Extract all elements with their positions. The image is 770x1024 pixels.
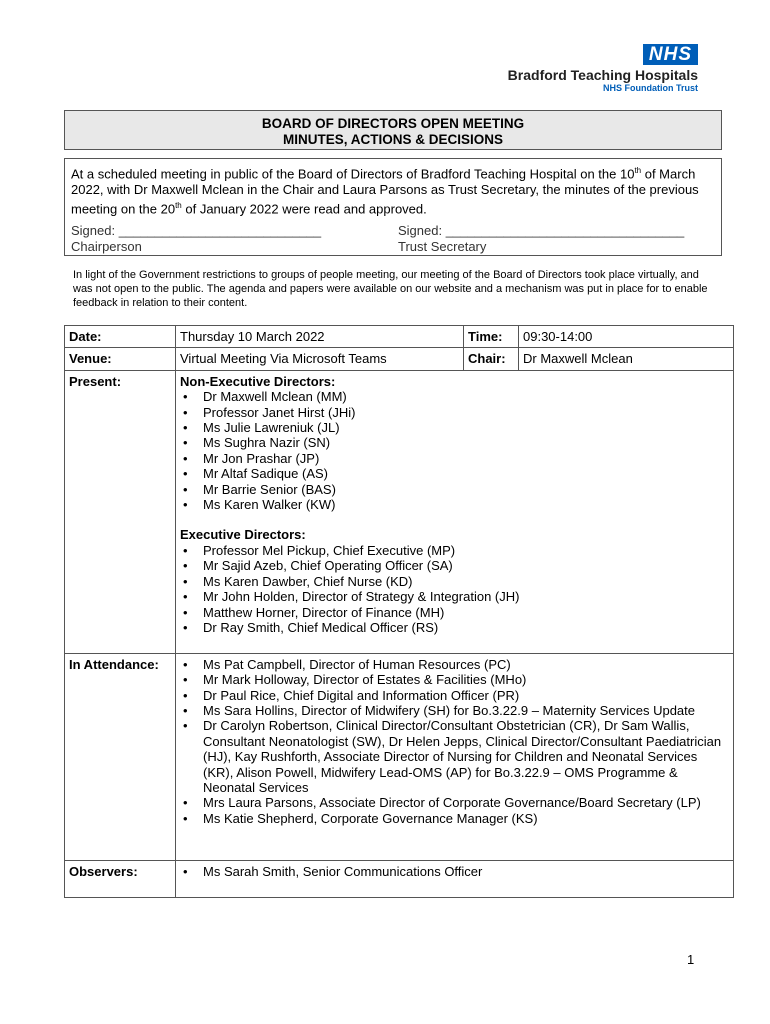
present-label: Present:: [65, 370, 176, 653]
list-item: • Ms Pat Campbell, Director of Human Resources (PC): [203, 657, 729, 672]
ned-heading: Non-Executive Directors:: [180, 373, 336, 389]
attendance-label: In Attendance:: [65, 653, 176, 860]
meeting-details-table: [64, 325, 734, 898]
observers-label: Observers:: [65, 860, 176, 897]
nhs-badge: NHS: [643, 44, 698, 65]
list-item: • Dr Maxwell Mclean (MM): [203, 389, 729, 404]
list-item: • Mr Altaf Sadique (AS): [203, 466, 729, 481]
list-item: • Mr Barrie Senior (BAS): [203, 482, 729, 497]
page-number: 1: [687, 952, 695, 967]
list-item: • Ms Sarah Smith, Senior Communications Officer: [203, 864, 729, 879]
list-item: • Mrs Laura Parsons, Associate Director of Corporate Governance/Board Secretary (LP): [203, 795, 729, 810]
list-item: • Ms Julie Lawreniuk (JL): [203, 420, 729, 435]
list-item: • Ms Sughra Nazir (SN): [203, 435, 729, 450]
list-item: • Professor Mel Pickup, Chief Executive (MP): [203, 543, 729, 558]
observers-row: [65, 860, 734, 897]
list-item: • Mr Mark Holloway, Director of Estates & Facilities (MHo): [203, 672, 729, 687]
observers-list-cell: [176, 860, 734, 897]
time-label: Time:: [464, 326, 519, 348]
list-item: • Dr Paul Rice, Chief Digital and Information Officer (PR): [203, 688, 729, 703]
chair-label: Chair:: [464, 348, 519, 370]
chair-signature: [71, 223, 321, 255]
list-item: • Ms Sara Hollins, Director of Midwifery (SH) for Bo.3.22.9 – Maternity Services Update: [203, 703, 729, 718]
approval-text-part-2: of March 2022, with Dr Maxwell Mclean in the Chair and Laura Parsons as Trust Secretary, the minutes of the previous meeting on the 20: [71, 166, 699, 217]
logo-trust-name: NHS Foundation Trust: [603, 83, 698, 93]
venue-label: Venue:: [65, 348, 176, 370]
ordinal-suffix-2: th: [175, 201, 182, 211]
approval-text-part-3: of January 2022 were read and approved.: [181, 201, 427, 217]
ned-list: [180, 389, 729, 512]
list-item: • Mr Sajid Azeb, Chief Operating Officer (SA): [203, 558, 729, 573]
list-item: • Dr Carolyn Robertson, Clinical Director/Consultant Obstetrician (CR), Dr Sam Wallis, Consultant Neonatologist (SW), Dr Helen Jepps, Clinical Director/Consultant Paediatrician (HJ), Kay Rushforth, Associate Director of Nursing for Children and Neonatal Services (KR), Alison Powell, Midwifery Lead-OMS (AP) for Bo.3.22.9 – OMS Programme & Neonatal Services: [203, 718, 729, 795]
list-item: • Professor Janet Hirst (JHi): [203, 405, 729, 420]
list-item: • Mr Jon Prashar (JP): [203, 451, 729, 466]
signature-row: [71, 223, 715, 255]
date-row: [65, 326, 734, 348]
ordinal-suffix-1: th: [634, 166, 642, 175]
date-value: Thursday 10 March 2022: [176, 326, 464, 348]
logo-org-name: Bradford Teaching Hospitals: [507, 67, 698, 83]
document-title: [64, 110, 722, 150]
observers-list: [180, 864, 729, 879]
venue-value: Virtual Meeting Via Microsoft Teams: [176, 348, 464, 370]
date-label: Date:: [65, 326, 176, 348]
list-item: • Ms Katie Shepherd, Corporate Governance Manager (KS): [203, 811, 729, 826]
chair-role: Chairperson: [71, 238, 142, 254]
approval-text: [71, 163, 715, 218]
secretary-signature: [398, 223, 684, 255]
exec-heading: Executive Directors:: [180, 527, 306, 543]
secretary-role: Trust Secretary: [398, 238, 487, 254]
present-list: [176, 370, 734, 653]
venue-row: [65, 348, 734, 370]
title-line-2: MINUTES, ACTIONS & DECISIONS: [282, 132, 503, 147]
list-item: • Dr Ray Smith, Chief Medical Officer (RS): [203, 620, 729, 635]
present-row: [65, 370, 734, 653]
approval-text-part-1: At a scheduled meeting in public of the Board of Directors of Bradford Teaching Hospital on the 10: [71, 166, 635, 182]
time-value: 09:30-14:00: [519, 326, 734, 348]
nhs-logo: [508, 44, 698, 94]
list-item: • Ms Karen Walker (KW): [203, 497, 729, 512]
title-line-1: BOARD OF DIRECTORS OPEN MEETING: [261, 116, 525, 131]
exec-list: [180, 543, 729, 635]
chair-value: Dr Maxwell Mclean: [519, 348, 734, 370]
chair-signature-line: Signed: ____________________________: [71, 222, 322, 238]
secretary-signature-line: Signed: _________________________________: [398, 222, 685, 238]
list-item: • Mr John Holden, Director of Strategy & Integration (JH): [203, 589, 729, 604]
list-item: • Ms Karen Dawber, Chief Nurse (KD): [203, 574, 729, 589]
list-item: • Matthew Horner, Director of Finance (MH): [203, 605, 729, 620]
attendance-list-cell: [176, 653, 734, 860]
attendance-list: [180, 657, 729, 826]
virtual-meeting-notice: In light of the Government restrictions to groups of people meeting, our meeting of the Board of Directors took place virtually, and was not open to the public. The agenda and papers were available on our website and a mechanism was put in place for to enable feedback in relation to their content.: [73, 269, 708, 309]
attendance-row: [65, 653, 734, 860]
approval-statement: [64, 158, 722, 256]
